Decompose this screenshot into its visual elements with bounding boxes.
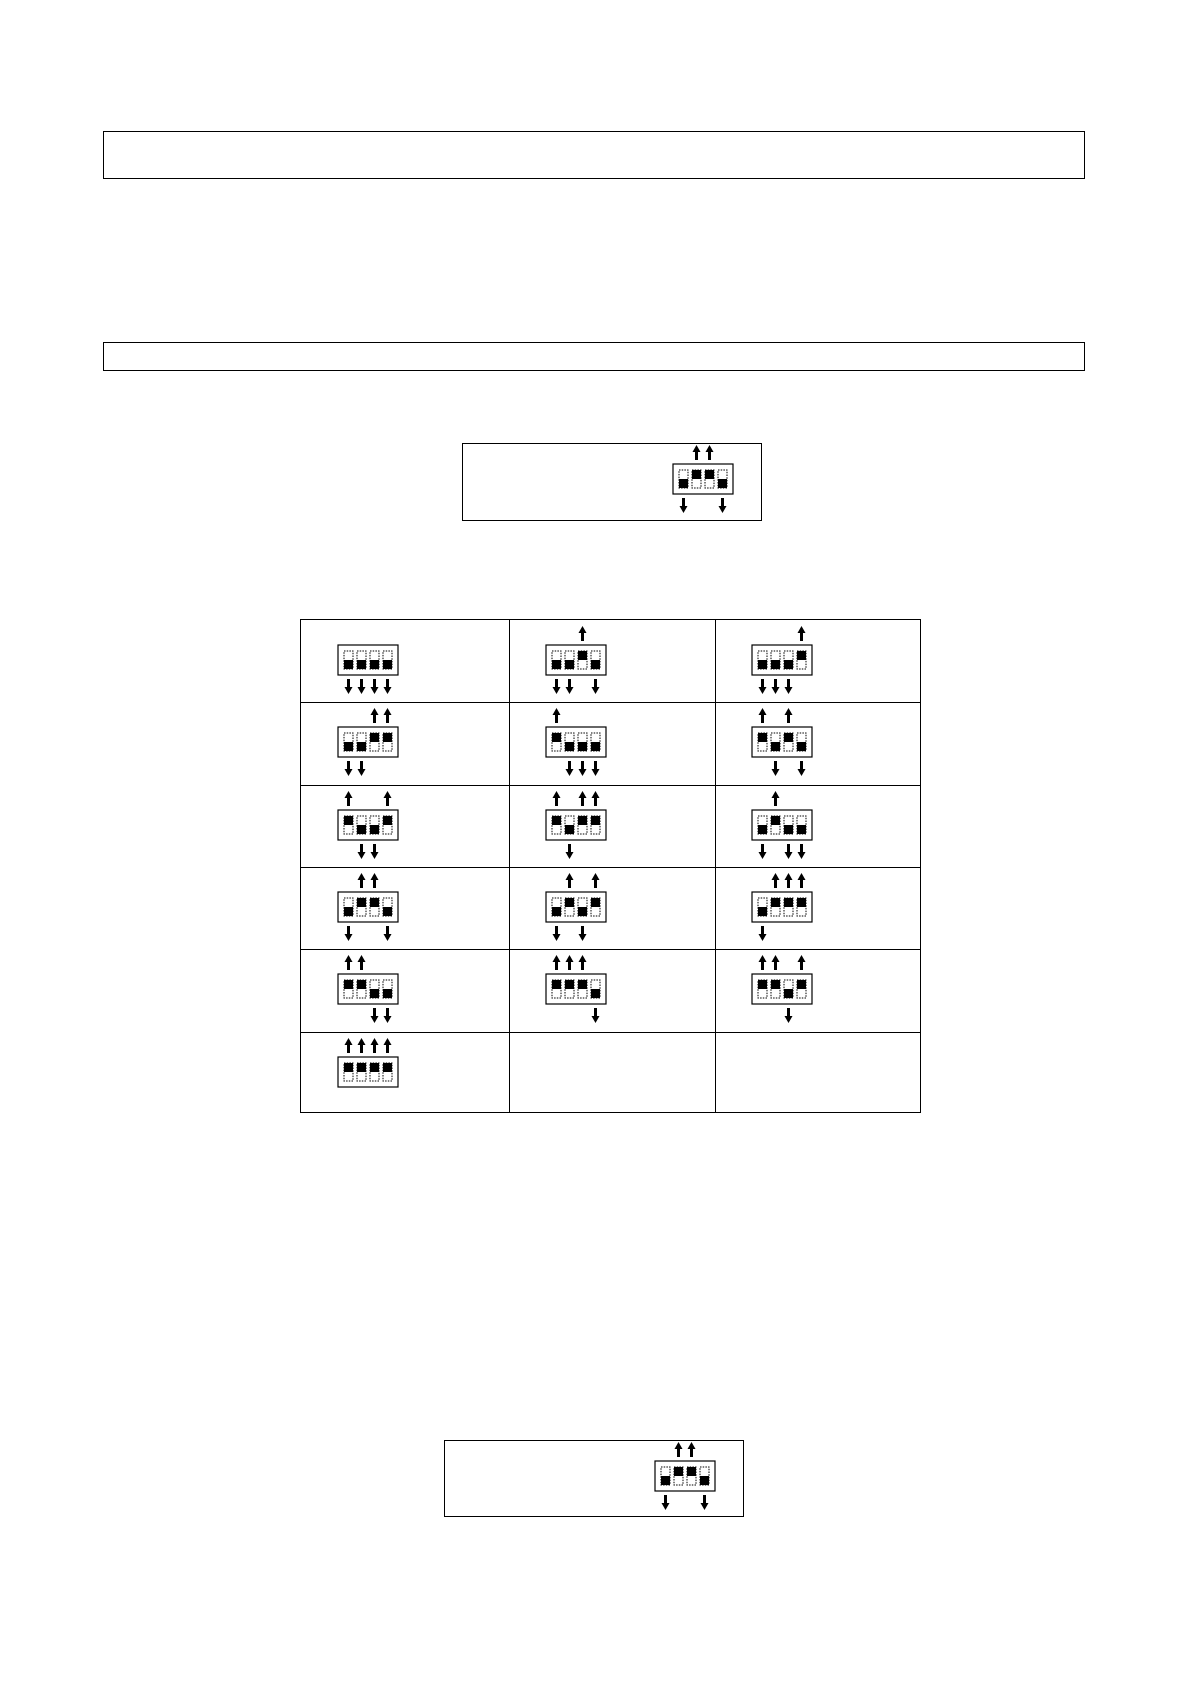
switch-lever-4 [591,651,600,669]
table-cell-14 [509,949,715,1031]
heading-box-1 [103,131,1085,179]
arrow-up-icon-3 [706,445,714,460]
switch-lever-3 [370,980,379,998]
arrow-up-icon-3 [785,873,793,888]
arrow-down-icon-3 [371,679,379,694]
dip-switch-diagram-11 [544,872,608,942]
table-cell-15 [715,949,920,1031]
arrow-down-icon-2 [566,761,574,776]
arrow-up-icon-2 [693,445,701,460]
arrow-down-icon-3 [371,1008,379,1023]
arrow-down-icon-4 [592,679,600,694]
table-cell-18 [715,1032,920,1114]
switch-lever-2 [771,733,780,751]
arrow-down-icon-1 [680,498,688,513]
switch-lever-4 [700,1467,709,1485]
switch-lever-3 [370,898,379,916]
arrow-down-icon-2 [358,844,366,859]
arrow-up-icon-3 [371,873,379,888]
dip-switch-diagram-12 [750,872,814,942]
arrow-up-icon-3 [371,1038,379,1053]
arrow-up-icon-1 [345,791,353,806]
switch-lever-1 [679,470,688,488]
table-cell-17 [509,1032,715,1114]
dip-switch-diagram-16 [336,1037,400,1107]
switch-lever-2 [674,1467,683,1485]
table-cell-9 [715,785,920,867]
dip-switch-diagram-18 [750,1037,814,1107]
switch-lever-3 [370,733,379,751]
switch-lever-1 [344,816,353,834]
arrow-up-icon-1 [759,708,767,723]
switch-lever-4 [591,816,600,834]
arrow-up-icon-3 [579,955,587,970]
arrow-up-icon-3 [371,708,379,723]
arrow-down-icon-1 [759,926,767,941]
arrow-down-icon-1 [345,679,353,694]
switch-lever-4 [591,980,600,998]
switch-lever-1 [552,980,561,998]
switch-lever-2 [565,816,574,834]
switch-lever-3 [370,1063,379,1081]
heading-box-2 [103,342,1085,371]
switch-lever-3 [370,816,379,834]
arrow-down-icon-4 [592,761,600,776]
arrow-up-icon-3 [579,626,587,641]
dip-switch-diagram-8 [544,790,608,860]
switch-lever-3 [578,898,587,916]
switch-lever-3 [784,980,793,998]
arrow-down-icon-4 [701,1495,709,1510]
dip-switch-diagram-9 [750,790,814,860]
arrow-down-icon-1 [553,926,561,941]
arrow-up-icon-1 [345,1038,353,1053]
arrow-down-icon-2 [566,679,574,694]
arrow-down-icon-3 [371,844,379,859]
arrow-up-icon-1 [759,955,767,970]
table-cell-16 [301,1032,509,1114]
switch-lever-3 [578,733,587,751]
table-cell-7 [301,785,509,867]
arrow-up-icon-4 [384,708,392,723]
switch-lever-1 [552,733,561,751]
switch-lever-1 [344,651,353,669]
switch-lever-4 [383,816,392,834]
switch-lever-1 [552,816,561,834]
dip-switch-diagram-15 [750,954,814,1024]
arrow-up-icon-2 [358,1038,366,1053]
arrow-down-icon-1 [345,926,353,941]
arrow-up-icon-4 [798,873,806,888]
switch-lever-4 [797,980,806,998]
table-cell-6 [715,702,920,784]
table-cell-1 [301,620,509,702]
switch-lever-4 [383,898,392,916]
switch-lever-3 [784,816,793,834]
switch-lever-2 [565,898,574,916]
switch-lever-3 [578,651,587,669]
arrow-down-icon-3 [579,926,587,941]
switch-lever-4 [797,816,806,834]
switch-lever-4 [797,733,806,751]
arrow-up-icon-4 [798,626,806,641]
arrow-down-icon-1 [759,844,767,859]
arrow-down-icon-2 [358,761,366,776]
arrow-up-icon-4 [798,955,806,970]
arrow-up-icon-3 [579,791,587,806]
arrow-down-icon-2 [772,679,780,694]
arrow-down-icon-2 [566,844,574,859]
example-setting-box-bottom [444,1440,744,1517]
switch-lever-1 [344,898,353,916]
switch-lever-1 [344,1063,353,1081]
arrow-up-icon-1 [553,791,561,806]
switch-lever-1 [552,898,561,916]
switch-lever-3 [784,733,793,751]
arrow-down-icon-3 [785,844,793,859]
switch-lever-3 [578,816,587,834]
switch-lever-3 [784,898,793,916]
table-cell-4 [301,702,509,784]
arrow-down-icon-4 [384,679,392,694]
arrow-up-icon-2 [772,873,780,888]
dip-switch-diagram-3 [750,625,814,695]
arrow-up-icon-1 [553,955,561,970]
switch-lever-4 [797,898,806,916]
dip-switch-diagram-2 [544,625,608,695]
dip-switch-diagram-6 [750,707,814,777]
arrow-down-icon-1 [759,679,767,694]
arrow-up-icon-2 [772,791,780,806]
example-setting-box-top [462,443,762,521]
table-cell-2 [509,620,715,702]
switch-lever-3 [784,651,793,669]
switch-lever-1 [661,1467,670,1485]
arrow-down-icon-1 [553,679,561,694]
switch-lever-3 [687,1467,696,1485]
switch-lever-4 [718,470,727,488]
switch-lever-2 [357,898,366,916]
dip-switch-settings-table [300,619,921,1113]
table-cell-13 [301,949,509,1031]
dip-switch-example-top [671,444,735,514]
arrow-down-icon-2 [358,679,366,694]
switch-lever-1 [758,733,767,751]
switch-lever-1 [758,980,767,998]
switch-lever-2 [357,816,366,834]
switch-lever-1 [758,816,767,834]
switch-lever-4 [591,898,600,916]
dip-switch-diagram-17 [544,1037,608,1107]
arrow-up-icon-1 [345,955,353,970]
arrow-down-icon-1 [345,761,353,776]
arrow-up-icon-2 [675,1442,683,1457]
arrow-down-icon-2 [772,761,780,776]
switch-lever-2 [357,651,366,669]
arrow-up-icon-2 [358,955,366,970]
dip-switch-diagram-4 [336,707,400,777]
table-cell-5 [509,702,715,784]
table-cell-11 [509,867,715,949]
arrow-down-icon-3 [785,1008,793,1023]
switch-lever-1 [758,651,767,669]
arrow-up-icon-4 [592,791,600,806]
table-cell-8 [509,785,715,867]
table-cell-3 [715,620,920,702]
switch-lever-1 [344,980,353,998]
arrow-up-icon-2 [772,955,780,970]
table-cell-12 [715,867,920,949]
arrow-up-icon-4 [592,873,600,888]
dip-switch-diagram-1 [336,625,400,695]
table-cell-10 [301,867,509,949]
arrow-up-icon-3 [688,1442,696,1457]
arrow-down-icon-4 [384,926,392,941]
dip-switch-diagram-14 [544,954,608,1024]
switch-lever-4 [797,651,806,669]
arrow-down-icon-1 [662,1495,670,1510]
arrow-up-icon-3 [785,708,793,723]
switch-lever-4 [383,1063,392,1081]
switch-lever-3 [578,980,587,998]
switch-lever-1 [758,898,767,916]
arrow-down-icon-4 [592,1008,600,1023]
switch-lever-3 [705,470,714,488]
switch-lever-4 [383,651,392,669]
switch-lever-1 [552,651,561,669]
dip-switch-diagram-7 [336,790,400,860]
arrow-up-icon-2 [358,873,366,888]
switch-lever-2 [565,651,574,669]
switch-lever-2 [357,980,366,998]
arrow-up-icon-4 [384,1038,392,1053]
arrow-down-icon-3 [579,761,587,776]
switch-lever-2 [771,651,780,669]
arrow-down-icon-4 [384,1008,392,1023]
arrow-down-icon-4 [719,498,727,513]
dip-switch-diagram-5 [544,707,608,777]
switch-lever-2 [565,980,574,998]
arrow-up-icon-2 [566,873,574,888]
switch-lever-2 [771,898,780,916]
dip-switch-diagram-10 [336,872,400,942]
switch-lever-2 [357,733,366,751]
switch-lever-1 [344,733,353,751]
arrow-up-icon-1 [553,708,561,723]
dip-switch-example-bottom [653,1441,717,1511]
arrow-down-icon-4 [798,761,806,776]
switch-lever-2 [771,816,780,834]
switch-lever-2 [692,470,701,488]
dip-switch-diagram-13 [336,954,400,1024]
arrow-down-icon-4 [798,844,806,859]
arrow-up-icon-4 [384,791,392,806]
switch-lever-2 [357,1063,366,1081]
arrow-up-icon-2 [566,955,574,970]
switch-lever-3 [370,651,379,669]
switch-lever-2 [565,733,574,751]
switch-lever-4 [383,980,392,998]
switch-lever-2 [771,980,780,998]
switch-lever-4 [383,733,392,751]
switch-lever-4 [591,733,600,751]
arrow-down-icon-3 [785,679,793,694]
